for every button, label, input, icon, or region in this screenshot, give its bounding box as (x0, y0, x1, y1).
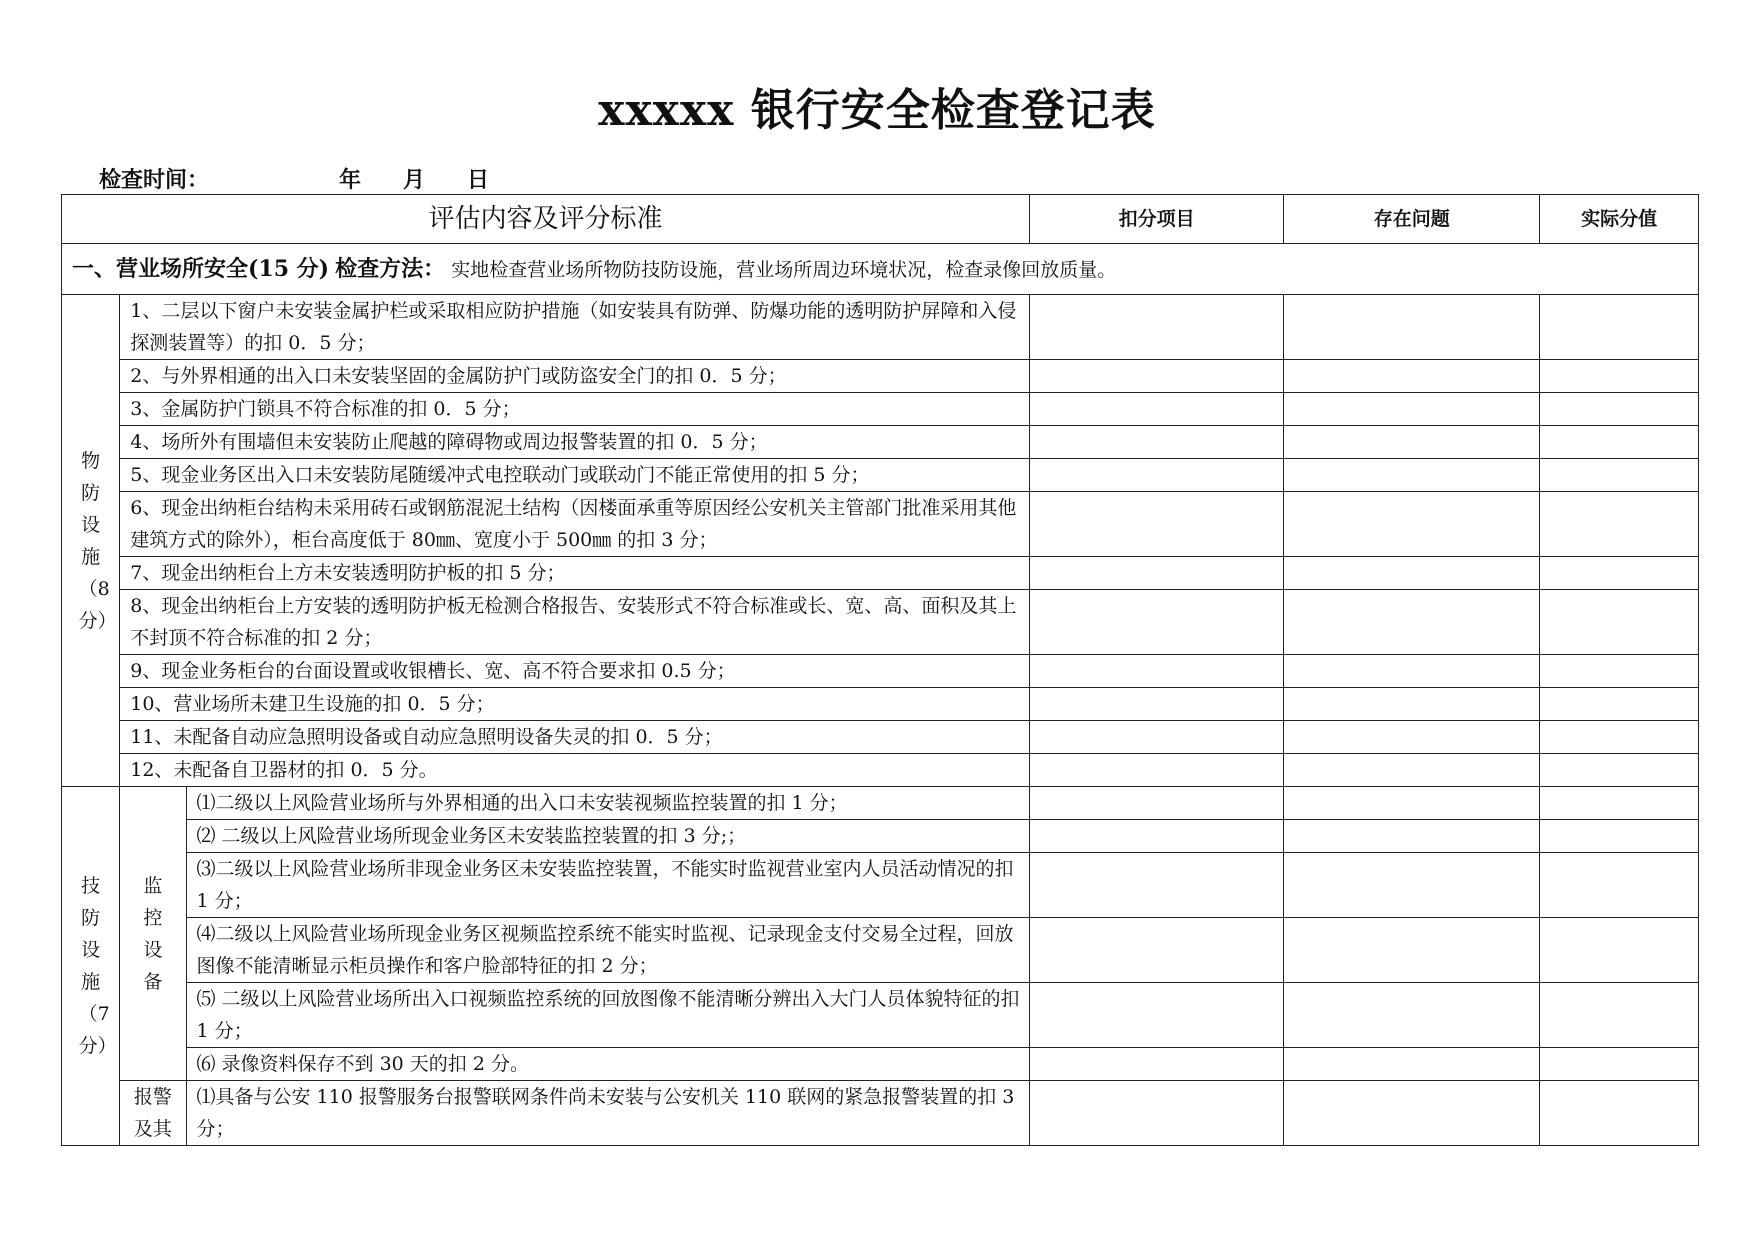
alarm-item-1-score-cell[interactable] (1540, 1081, 1699, 1146)
physical-item-4-row (62, 426, 1699, 459)
physical-item-1-row (62, 295, 1699, 360)
physical-item-4-score-cell[interactable] (1540, 426, 1699, 459)
physical-item-6-problem-cell[interactable] (1284, 492, 1540, 557)
physical-item-10-text: 10、营业场所未建卫生设施的扣 0．5 分； (120, 688, 1030, 721)
monitor-item-6-deduct-cell[interactable] (1030, 1048, 1284, 1081)
monitor-item-6-text: ⑹ 录像资料保存不到 30 天的扣 2 分。 (186, 1048, 1030, 1081)
physical-item-11-problem-cell[interactable] (1284, 721, 1540, 754)
physical-item-8-problem-cell[interactable] (1284, 590, 1540, 655)
physical-item-2-score-cell[interactable] (1540, 360, 1699, 393)
physical-item-10-score-cell[interactable] (1540, 688, 1699, 721)
monitor-item-2-deduct-cell[interactable] (1030, 820, 1284, 853)
physical-item-3-score-cell[interactable] (1540, 393, 1699, 426)
subcategory-alarm (120, 1081, 186, 1146)
physical-item-11-row (62, 721, 1699, 754)
section-title-cell (62, 244, 1699, 295)
monitor-item-1-deduct-cell[interactable] (1030, 787, 1284, 820)
subcategory-alarm-text: 报警及其 (133, 1086, 172, 1140)
physical-item-7-problem-cell[interactable] (1284, 557, 1540, 590)
monitor-item-5-text: ⑸ 二级以上风险营业场所出入口视频监控系统的回放图像不能清晰分辨出入大门人员体貌特征的扣 1 分； (186, 983, 1030, 1048)
physical-item-3-row (62, 393, 1699, 426)
monitor-item-1-problem-cell[interactable] (1284, 787, 1540, 820)
monitor-item-3-score-cell[interactable] (1540, 853, 1699, 918)
inspection-date-line (99, 163, 531, 194)
year-label: 年 (339, 167, 362, 193)
monitor-item-5-deduct-cell[interactable] (1030, 983, 1284, 1048)
physical-item-12-deduct-cell[interactable] (1030, 754, 1284, 787)
physical-item-2-problem-cell[interactable] (1284, 360, 1540, 393)
monitor-item-5-row (62, 983, 1699, 1048)
physical-item-2-deduct-cell[interactable] (1030, 360, 1284, 393)
monitor-item-4-deduct-cell[interactable] (1030, 918, 1284, 983)
monitor-item-6-row (62, 1048, 1699, 1081)
physical-item-3-text: 3、金属防护门锁具不符合标准的扣 0．5 分； (120, 393, 1030, 426)
physical-item-6-score-cell[interactable] (1540, 492, 1699, 557)
physical-item-11-deduct-cell[interactable] (1030, 721, 1284, 754)
monitor-item-3-deduct-cell[interactable] (1030, 853, 1284, 918)
physical-item-7-row (62, 557, 1699, 590)
physical-item-11-score-cell[interactable] (1540, 721, 1699, 754)
section-row (62, 244, 1699, 295)
monitor-item-2-problem-cell[interactable] (1284, 820, 1540, 853)
day-label: 日 (467, 167, 490, 193)
alarm-item-1-deduct-cell[interactable] (1030, 1081, 1284, 1146)
section-title: 一、营业场所安全(15 分) (72, 255, 330, 282)
physical-item-9-text: 9、现金业务柜台的台面设置或收银槽长、宽、高不符合要求扣 0.5 分； (120, 655, 1030, 688)
physical-item-7-text: 7、现金出纳柜台上方未安装透明防护板的扣 5 分； (120, 557, 1030, 590)
date-label: 检查时间： (99, 167, 210, 193)
physical-item-12-row (62, 754, 1699, 787)
monitor-item-1-row (62, 787, 1699, 820)
category-technical-text: 技防设施（7分） (78, 875, 117, 1057)
monitor-item-1-text: ⑴二级以上风险营业场所与外界相通的出入口未安装视频监控装置的扣 1 分； (186, 787, 1030, 820)
physical-item-8-text: 8、现金出纳柜台上方安装的透明防护板无检测合格报告、安装形式不符合标准或长、宽、高、面积及其上不封顶不符合标准的扣 2 分； (120, 590, 1030, 655)
physical-item-2-text: 2、与外界相通的出入口未安装坚固的金属防护门或防盗安全门的扣 0．5 分； (120, 360, 1030, 393)
physical-item-8-score-cell[interactable] (1540, 590, 1699, 655)
category-physical-text: 物防设施（8分） (78, 449, 117, 632)
physical-item-6-row (62, 492, 1699, 557)
monitor-item-1-score-cell[interactable] (1540, 787, 1699, 820)
monitor-item-2-row (62, 820, 1699, 853)
physical-item-11-text: 11、未配备自动应急照明设备或自动应急照明设备失灵的扣 0．5 分； (120, 721, 1030, 754)
physical-item-12-score-cell[interactable] (1540, 754, 1699, 787)
monitor-item-2-score-cell[interactable] (1540, 820, 1699, 853)
header-score: 实际分值 (1540, 195, 1699, 244)
physical-item-9-score-cell[interactable] (1540, 655, 1699, 688)
monitor-item-4-problem-cell[interactable] (1284, 918, 1540, 983)
inspection-table (61, 194, 1699, 1146)
monitor-item-3-problem-cell[interactable] (1284, 853, 1540, 918)
physical-item-1-deduct-cell[interactable] (1030, 295, 1284, 360)
physical-item-5-text: 5、现金业务区出入口未安装防尾随缓冲式电控联动门或联动门不能正常使用的扣 5 分； (120, 459, 1030, 492)
monitor-item-4-text: ⑷二级以上风险营业场所现金业务区视频监控系统不能实时监视、记录现金支付交易全过程，回放图像不能清晰显示柜员操作和客户脸部特征的扣 2 分； (186, 918, 1030, 983)
physical-item-10-row (62, 688, 1699, 721)
physical-item-5-problem-cell[interactable] (1284, 459, 1540, 492)
physical-item-5-score-cell[interactable] (1540, 459, 1699, 492)
header-problem: 存在问题 (1284, 195, 1540, 244)
monitor-item-5-problem-cell[interactable] (1284, 983, 1540, 1048)
physical-item-5-row (62, 459, 1699, 492)
physical-item-1-score-cell[interactable] (1540, 295, 1699, 360)
subcategory-monitor-text: 监控设备 (143, 874, 163, 993)
physical-item-8-deduct-cell[interactable] (1030, 590, 1284, 655)
monitor-item-6-problem-cell[interactable] (1284, 1048, 1540, 1081)
section-method-label: 检查方法： (335, 255, 446, 282)
category-technical (62, 787, 120, 1146)
physical-item-7-score-cell[interactable] (1540, 557, 1699, 590)
month-label: 月 (403, 167, 426, 193)
monitor-item-2-text: ⑵ 二级以上风险营业场所现金业务区未安装监控装置的扣 3 分;； (186, 820, 1030, 853)
physical-item-2-row (62, 360, 1699, 393)
alarm-item-1-row (62, 1081, 1699, 1146)
physical-item-12-problem-cell[interactable] (1284, 754, 1540, 787)
monitor-item-3-row (62, 853, 1699, 918)
subcategory-monitor (120, 787, 186, 1081)
physical-item-12-text: 12、未配备自卫器材的扣 0．5 分。 (120, 754, 1030, 787)
alarm-item-1-text: ⑴具备与公安 110 报警服务台报警联网条件尚未安装与公安机关 110 联网的紧急报警装置的扣 3 分； (186, 1081, 1030, 1146)
physical-item-9-row (62, 655, 1699, 688)
category-physical (62, 295, 120, 787)
physical-item-1-text: 1、二层以下窗户未安装金属护栏或采取相应防护措施（如安装具有防弹、防爆功能的透明防护屏障和入侵探测装置等）的扣 0．5 分； (120, 295, 1030, 360)
physical-item-4-deduct-cell[interactable] (1030, 426, 1284, 459)
physical-item-8-row (62, 590, 1699, 655)
physical-item-10-problem-cell[interactable] (1284, 688, 1540, 721)
physical-item-6-deduct-cell[interactable] (1030, 492, 1284, 557)
document-title: xxxxx 银行安全检查登记表 (598, 85, 1156, 136)
monitor-item-6-score-cell[interactable] (1540, 1048, 1699, 1081)
physical-item-4-text: 4、场所外有围墙但未安装防止爬越的障碍物或周边报警装置的扣 0．5 分； (120, 426, 1030, 459)
alarm-item-1-problem-cell[interactable] (1284, 1081, 1540, 1146)
monitor-item-4-score-cell[interactable] (1540, 918, 1699, 983)
physical-item-10-deduct-cell[interactable] (1030, 688, 1284, 721)
header-row (62, 195, 1699, 244)
physical-item-9-deduct-cell[interactable] (1030, 655, 1284, 688)
physical-item-7-deduct-cell[interactable] (1030, 557, 1284, 590)
physical-item-3-problem-cell[interactable] (1284, 393, 1540, 426)
monitor-item-5-score-cell[interactable] (1540, 983, 1699, 1048)
monitor-item-3-text: ⑶二级以上风险营业场所非现金业务区未安装监控装置，不能实时监视营业室内人员活动情况的扣 1 分； (186, 853, 1030, 918)
physical-item-9-problem-cell[interactable] (1284, 655, 1540, 688)
section-method: 实地检查营业场所物防技防设施，营业场所周边环境状况，检查录像回放质量。 (451, 258, 1117, 281)
header-content: 评估内容及评分标准 (62, 195, 1030, 244)
physical-item-5-deduct-cell[interactable] (1030, 459, 1284, 492)
physical-item-3-deduct-cell[interactable] (1030, 393, 1284, 426)
physical-item-6-text: 6、现金出纳柜台结构未采用砖石或钢筋混泥土结构（因楼面承重等原因经公安机关主管部门批准采用其他建筑方式的除外），柜台高度低于 80㎜、宽度小于 500㎜ 的扣 3 分； (120, 492, 1030, 557)
physical-item-4-problem-cell[interactable] (1284, 426, 1540, 459)
monitor-item-4-row (62, 918, 1699, 983)
header-deduct: 扣分项目 (1030, 195, 1284, 244)
physical-item-1-problem-cell[interactable] (1284, 295, 1540, 360)
